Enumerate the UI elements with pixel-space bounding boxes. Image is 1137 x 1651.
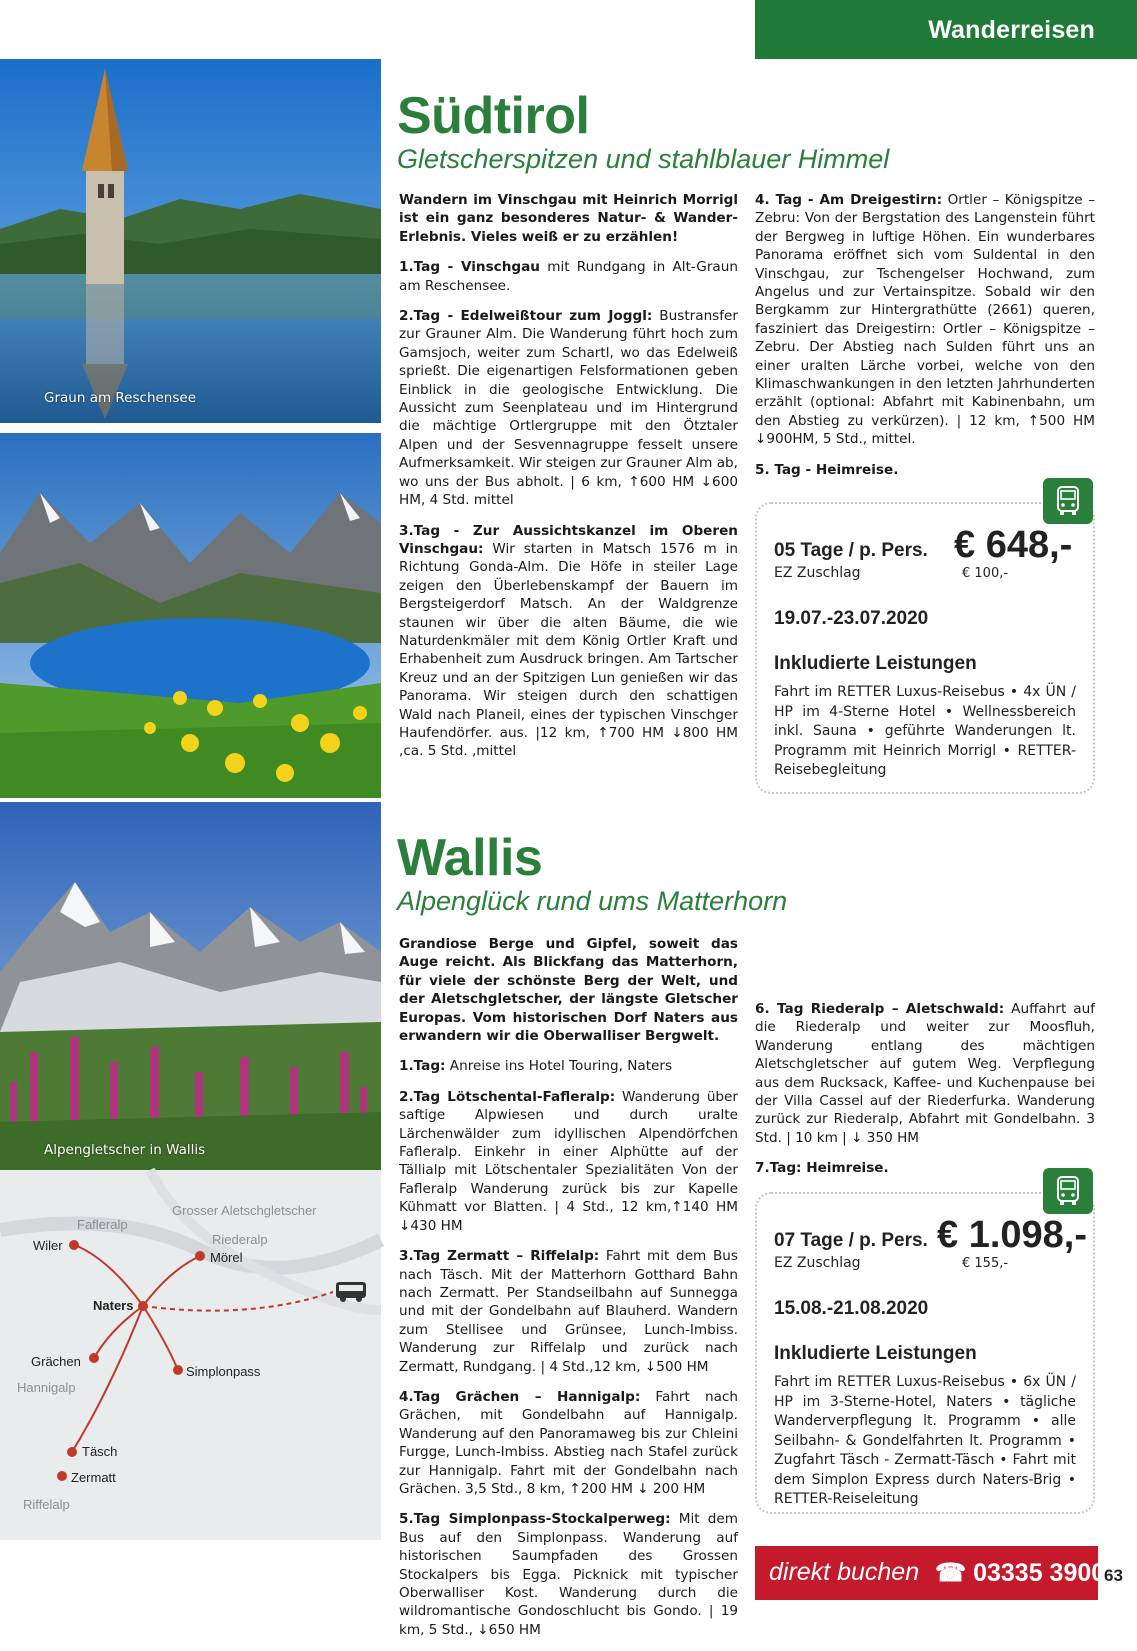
included-services-title: Inkludierte Leistungen bbox=[774, 1343, 977, 1364]
day-entry bbox=[399, 1510, 738, 1639]
bus-icon bbox=[1043, 1168, 1093, 1214]
wallis-column-left bbox=[399, 935, 738, 1651]
day-entry bbox=[755, 191, 1095, 449]
page-number: 63 bbox=[1104, 1566, 1123, 1585]
day-text: Ortler – Königspitze – Zebru: Von der Bergstation des Langenstein führt der Bergweg in luftige Höhen. Ein wunderbares Panorama eröffnet sich vom Suldental in den Vinschgau, zur Tschengelser Hochwand, zum Angelus und zur Vertainspitze. Sobald wir den Bergkamm zur Hintergrathütte (2661) queren, fasziniert das Dreigestirn: Ortler – Königspitze – Zebru. Der Abstieg nach Sulden führt uns an einer uralten Lärche vorbei, welche von den Klimaschwankungen in den letzten Jahrhunderten erzählt (optional: Abfahrt mit Kabinenbahn, um den Abstieg zu verkürzen). | 12 km, ↑500 HM ↓900HM, 5 Std., mittel. bbox=[755, 192, 1095, 448]
single-room-label: EZ Zuschlag bbox=[774, 565, 861, 581]
map-label-grosser-aletsch: Grosser Aletschgletscher bbox=[172, 1203, 317, 1218]
suedtirol-column-right bbox=[755, 191, 1095, 491]
day-entry bbox=[399, 307, 738, 509]
single-room-price: € 100,- bbox=[962, 566, 1009, 581]
day-text: Anreise ins Hotel Touring, Naters bbox=[445, 1058, 673, 1075]
category-header bbox=[755, 0, 1137, 59]
map-label-moerel: Mörel bbox=[210, 1250, 243, 1265]
single-room-price: € 155,- bbox=[962, 1256, 1009, 1271]
day-heading: 1.Tag: bbox=[399, 1058, 446, 1075]
section-title-suedtirol: Südtirol bbox=[397, 87, 590, 145]
day-heading: 5.Tag Simplonpass-Stockalperweg: bbox=[399, 1511, 671, 1528]
section-title-wallis: Wallis bbox=[397, 829, 543, 887]
day-text: Wir starten in Matsch 1576 m in Richtung Gonda-Alm. Die Höfe in steiler Lage zeigen den Überlebenskampf der Bauern im Bergsteigerdorf Matsch. An der Waldgrenze staunen wir über die alten Bäume, die wie Naturdenkmäler mit dem König Ortler Kraft und Erhabenheit zum Ausdruck bringen. Am Tartscher Kreuz und an der Spitzigen Lun genießen wir das Panorama. Wir steigen durch den schattigen Wald nach Planeil, eines der typischen Vinschger Haufendörfer. aus. |12 km, ↑700 HM ↓800 HM ,ca. 5 Std. ,mittel bbox=[399, 540, 738, 760]
booking-cta[interactable]: direkt buchen bbox=[769, 1558, 920, 1586]
price-box-wallis bbox=[755, 1192, 1095, 1514]
day-text: Fahrt mit dem Bus nach Täsch. Mit der Matterhorn Gotthard Bahn nach Zermatt. Per Standseilbahn auf Sunnegga und mit der Gondelbahn auf Blauherd. Wandern zum Stellisee und Grünsee, Lunch-Imbiss. Wanderung zur Riffelalp und zurück nach Zermatt, Rundgang. | 4 Std.,12 km, ↓500 HM bbox=[399, 1248, 738, 1375]
route-map bbox=[0, 1170, 381, 1540]
intro-text: Wandern im Vinschgau mit Heinrich Morrigl ist ein ganz besonderes Natur- & Wander-Erlebnis. Vieles weiß er zu erzählen! bbox=[399, 192, 738, 245]
day-heading: 7.Tag: Heimreise. bbox=[755, 1160, 889, 1177]
intro-text: Grandiose Berge und Gipfel, soweit das Auge reicht. Als Blickfang das Matterhorn, für viele der schönste Berg der Welt, und der Aletschgletscher, der längste Gletscher Europas. Vom historischen Dorf Naters aus erwandern wir die Oberwalliser Bergwelt. bbox=[399, 936, 738, 1045]
included-services-text: Fahrt im RETTER Luxus-Reisebus • 4x ÜN / HP im 4-Sterne Hotel • Wellnessbereich inkl. Sauna • geführte Wanderungen lt. Programm mit Heinrich Morrigl • RETTER-Reisebegleitung bbox=[774, 684, 1076, 778]
day-entry bbox=[399, 1388, 738, 1498]
trip-price: € 648,- bbox=[954, 524, 1073, 566]
day-text: Wanderung über saftige Alpwiesen und durch uralte Lärchenwälder zum idyllischen Alpendörfchen Fafleralp. Einkehr in einer Alphütte auf der Tällialp mit Lötschentaler Spezialitäten Von der Fafleralp Wanderung zurück bis zur Kapelle Kühmatt vor Blatten. | 4 Std., 12 km,↑140 HM ↓430 HM bbox=[399, 1088, 739, 1234]
day-heading: 3.Tag Zermatt – Riffelalp: bbox=[399, 1248, 600, 1265]
included-services-text: Fahrt im RETTER Luxus-Reisebus • 6x ÜN / HP im 3-Sterne-Hotel, Naters • tägliche Wanderverpflegung lt. Programm • alle Seilbahn- & Gondelfahrten lt. Programm • Zugfahrt Täsch - Zermatt-Täsch • Fahrt mit dem Simplon Express durch Naters-Brig • RETTER-Reiseleitung bbox=[774, 1374, 1076, 1507]
suedtirol-column-left bbox=[399, 191, 738, 773]
day-entry bbox=[399, 1088, 738, 1235]
map-label-naters: Naters bbox=[93, 1298, 134, 1313]
category-title: Wanderreisen bbox=[928, 16, 1095, 44]
wallis-column-right bbox=[755, 1000, 1095, 1190]
booking-phone[interactable]: ☎ 03335 3900 bbox=[935, 1559, 1106, 1587]
day-entry bbox=[755, 1000, 1095, 1147]
section-subtitle-suedtirol: Gletscherspitzen und stahlblauer Himmel bbox=[397, 144, 890, 174]
map-label-wiler: Wiler bbox=[33, 1238, 63, 1253]
photo-wallis bbox=[0, 802, 381, 1170]
photo-mountain-lake bbox=[0, 433, 381, 798]
day-heading: 6. Tag Riederalp – Aletschwald: bbox=[755, 1001, 1005, 1017]
day-text: mit Rundgang in Alt-Graun am Reschensee. bbox=[399, 259, 738, 294]
day-entry bbox=[755, 461, 1095, 479]
section-subtitle-wallis: Alpenglück rund ums Matterhorn bbox=[397, 886, 788, 916]
day-heading: 2.Tag Lötschental-Fafleralp: bbox=[399, 1088, 616, 1105]
day-text: Fahrt nach Grächen, mit Gondelbahn auf Hannigalp. Wanderung auf den Panoramaweg bis zur Chleini Furgge, Lunch-Imbiss. Abstieg nach Stafel zurück zur Hannigalp. Fahrt mit der Gondelbahn nach Grächen. 3,5 Std., 8 km, ↑200 HM ↓ 200 HM bbox=[399, 1388, 738, 1497]
day-heading: 1.Tag - Vinschgau bbox=[399, 259, 540, 276]
bus-icon bbox=[1043, 478, 1093, 524]
single-room-label: EZ Zuschlag bbox=[774, 1255, 861, 1271]
day-heading: 4. Tag - Am Dreigestirn: bbox=[755, 192, 943, 208]
day-heading: 2.Tag - Edelweißtour zum Joggl: bbox=[399, 308, 653, 325]
map-label-riederalp: Riederalp bbox=[212, 1232, 268, 1247]
photo-reschensee bbox=[0, 59, 381, 423]
day-text: Mit dem Bus auf den Simplonpass. Wanderung auf historischen Saumpfaden des Grossen Stockalpers bis Egga. Picknick mit typischer Oberwalliser Kost. Wanderung durch die wildromantische Gondoschlucht bis Gondo. | 19 km, 5 Std., ↓650 HM bbox=[399, 1511, 739, 1638]
day-heading: 5. Tag - Heimreise. bbox=[755, 461, 899, 478]
price-box-suedtirol bbox=[755, 502, 1095, 794]
day-entry bbox=[399, 522, 738, 761]
photo-caption: Graun am Reschensee bbox=[44, 390, 197, 406]
day-entry bbox=[399, 258, 738, 295]
map-label-fafleralp: Fafleralp bbox=[77, 1217, 128, 1232]
travel-dates: 15.08.-21.08.2020 bbox=[774, 1298, 929, 1319]
map-label-riffelalp: Riffelalp bbox=[23, 1497, 70, 1512]
day-heading: 4.Tag Grächen – Hannigalp: bbox=[399, 1388, 641, 1405]
day-entry bbox=[399, 1247, 738, 1376]
day-text: Bustransfer zur Grauner Alm. Die Wanderung führt hoch zum Gamsjoch, weiter zum Schartl, wo das Edelweiß sprießt. Die eigenartigen Felsformationen geben Einblick in die geologische Entwicklung. Die Aussicht zum Seenplateau und im Hintergrund die mächtige Ortlergruppe mit den Ötztaler Alpen und der Sesvennagruppe fesselt unsere Aufmerksamkeit. Wir steigen zur Grauner Alm ab, wo uns der Bus abholt. | 6 km, ↑600 HM ↓600 HM, 4 Std. mittel bbox=[399, 308, 739, 509]
map-label-graechen: Grächen bbox=[31, 1354, 81, 1369]
travel-dates: 19.07.-23.07.2020 bbox=[774, 608, 929, 629]
photo-caption: Alpengletscher in Wallis bbox=[44, 1142, 206, 1158]
trip-price: € 1.098,- bbox=[937, 1214, 1087, 1256]
day-heading: 3.Tag - Zur Aussichtskanzel im Oberen Vinschgau: bbox=[399, 522, 738, 557]
included-services-title: Inkludierte Leistungen bbox=[774, 653, 977, 674]
trip-duration: 07 Tage / p. Pers. bbox=[774, 1230, 928, 1251]
day-entry bbox=[399, 1057, 738, 1075]
map-label-simplonpass: Simplonpass bbox=[186, 1364, 261, 1379]
day-text: Auffahrt auf die Riederalp und weiter zur Moosfluh, Wanderung entlang des mächtigen Aletschgletscher auf gutem Weg. Verpflegung aus dem Rucksack, Kaffee- und Kuchenpause bei der Villa Cassel auf der Riederfurka. Wanderung zurück zur Riederalp, Abfahrt mit Gondelbahn. 3 Std. | 10 km | ↓ 350 HM bbox=[755, 1001, 1095, 1146]
map-label-zermatt: Zermatt bbox=[71, 1470, 116, 1485]
map-label-taesch: Täsch bbox=[82, 1444, 118, 1459]
booking-banner[interactable] bbox=[755, 1546, 1106, 1600]
trip-duration: 05 Tage / p. Pers. bbox=[774, 540, 928, 561]
map-label-hannigalp: Hannigalp bbox=[17, 1380, 76, 1395]
